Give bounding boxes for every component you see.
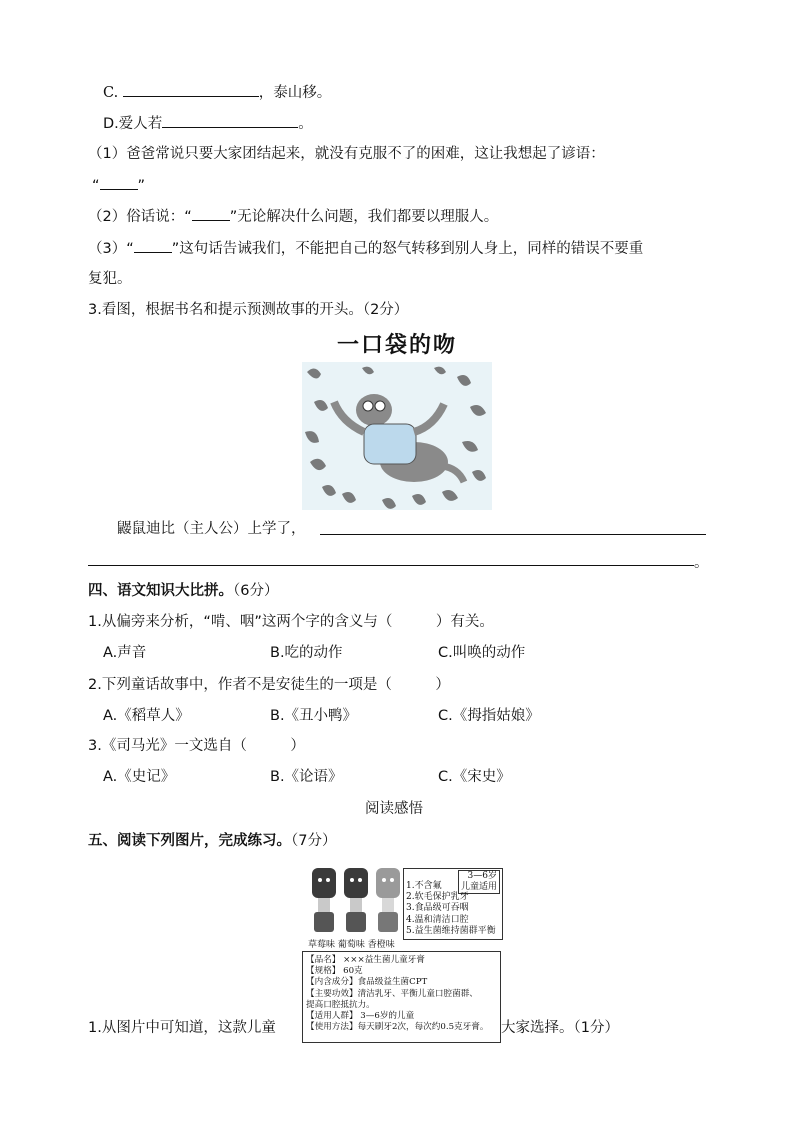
feature-item: 2.软毛保护乳牙 bbox=[406, 892, 469, 903]
s4-question-2: 2.下列童话故事中，作者不是安徒生的一项是（ ） bbox=[88, 677, 450, 693]
option-d-suffix: 。 bbox=[298, 116, 313, 132]
s4q1-option-a[interactable]: A.声音 bbox=[103, 645, 147, 661]
sub-question-3-cont: 复犯。 bbox=[88, 271, 132, 287]
book-title-text: 一口袋的吻 bbox=[336, 333, 457, 358]
section-5-title: 五、阅读下列图片，完成练习。 bbox=[88, 833, 291, 849]
info-item: 【品名】 ×××益生菌儿童牙膏 bbox=[306, 955, 425, 965]
s4q2-option-b[interactable]: B.《丑小鸭》 bbox=[270, 708, 358, 724]
tube-orange bbox=[376, 868, 400, 932]
sub-question-1: （1）爸爸常说只要大家团结起来，就没有克服不了的困难，这让我想起了谚语： bbox=[88, 146, 605, 162]
toothpaste-tubes bbox=[308, 866, 404, 940]
story-answer-line[interactable] bbox=[320, 534, 706, 535]
age-tag-label: 儿童适用 bbox=[460, 882, 497, 893]
s4q1-option-c[interactable]: C.叫唤的动作 bbox=[438, 645, 526, 661]
section-4-score: （6分） bbox=[233, 583, 279, 599]
answer-blank[interactable] bbox=[134, 238, 172, 253]
reading-title: 阅读感悟 bbox=[365, 801, 423, 817]
info-item: 【规格】 60克 bbox=[306, 966, 363, 977]
feature-list bbox=[406, 881, 496, 937]
section-4-title: 四、语文知识大比拼。 bbox=[88, 583, 233, 599]
option-c-prefix: C. bbox=[103, 85, 119, 101]
feature-item: 1.不含氟 bbox=[406, 881, 442, 891]
answer-blank[interactable] bbox=[192, 206, 230, 221]
s4q3-option-b[interactable]: B.《论语》 bbox=[270, 769, 343, 785]
option-c bbox=[103, 82, 331, 103]
tube-grape bbox=[344, 868, 368, 932]
s5-question-1-prefix: 1.从图片中可知道，这款儿童 bbox=[88, 1020, 276, 1036]
product-info-list bbox=[306, 955, 488, 1033]
option-d bbox=[103, 113, 313, 134]
product-info-box bbox=[302, 951, 501, 1043]
s4q1-option-b[interactable]: B.吃的动作 bbox=[270, 645, 343, 661]
option-c-suffix: ，泰山移。 bbox=[258, 85, 332, 101]
tube-strawberry bbox=[312, 868, 336, 932]
question-3: 3.看图，根据书名和提示预测故事的开头。（2分） bbox=[88, 302, 409, 318]
sub-question-2-suffix: ”无论解决什么问题，我们都要以理服人。 bbox=[229, 209, 499, 225]
open-quote: “ bbox=[92, 178, 100, 194]
age-tag-range: 3—6岁 bbox=[467, 871, 497, 881]
story-prompt bbox=[117, 519, 306, 539]
s4q2-option-c[interactable]: C.《拇指姑娘》 bbox=[438, 708, 540, 724]
story-prompt-text: 鼹鼠迪比（主人公）上学了， bbox=[117, 521, 306, 537]
section-4-heading bbox=[88, 581, 278, 601]
s4q3-option-c[interactable]: C.《宋史》 bbox=[438, 769, 511, 785]
feature-item: 5.益生菌维持菌群平衡 bbox=[406, 925, 496, 936]
sub-question-3 bbox=[88, 238, 643, 259]
s4q2-option-a[interactable]: A.《稻草人》 bbox=[103, 708, 190, 724]
s4q3-option-a[interactable]: A.《史记》 bbox=[103, 769, 176, 785]
story-end: 。 bbox=[694, 555, 709, 571]
answer-blank[interactable] bbox=[162, 113, 298, 128]
s4-question-3: 3.《司马光》一文选自（ ） bbox=[88, 738, 305, 754]
option-d-prefix: D.爱人若 bbox=[103, 116, 163, 132]
sub-question-3-suffix: ”这句话告诫我们，不能把自己的怒气转移到别人身上，同样的错误不要重 bbox=[171, 241, 644, 257]
answer-blank[interactable] bbox=[100, 175, 138, 190]
s5-question-1-suffix: 大家选择。（1分） bbox=[501, 1020, 619, 1036]
info-item: 提高口腔抵抗力。 bbox=[306, 999, 375, 1010]
info-item: 【使用方法】每天刷牙2次，每次约0.5克牙膏。 bbox=[306, 1022, 489, 1033]
flavor-labels: 草莓味 葡萄味 香橙味 bbox=[308, 940, 395, 950]
info-item: 【内含成分】食品级益生菌CPT bbox=[306, 977, 428, 988]
sub-question-2 bbox=[88, 206, 498, 227]
book-illustration bbox=[302, 362, 492, 510]
s4-question-1: 1.从偏旁来分析，“啃、咽”这两个字的含义与（ ）有关。 bbox=[88, 614, 494, 630]
book-title bbox=[300, 328, 494, 358]
info-item: 【主要功效】清洁乳牙、平衡儿童口腔菌群、 bbox=[306, 988, 478, 999]
section-5-score: （7分） bbox=[291, 833, 337, 849]
sub-question-1-answer bbox=[92, 175, 145, 196]
story-answer-line[interactable] bbox=[88, 565, 694, 566]
close-quote: ” bbox=[137, 178, 146, 194]
section-5-heading bbox=[88, 831, 336, 851]
info-item: 【适用人群】 3—6岁的儿童 bbox=[306, 1011, 415, 1022]
features-box bbox=[403, 868, 503, 940]
answer-blank[interactable] bbox=[123, 82, 259, 97]
sub-question-2-prefix: （2）俗话说：“ bbox=[88, 209, 192, 225]
sub-question-3-prefix: （3）“ bbox=[88, 241, 134, 257]
feature-item: 4.温和清洁口腔 bbox=[406, 914, 469, 925]
feature-item: 3.食品级可吞咽 bbox=[406, 903, 469, 914]
